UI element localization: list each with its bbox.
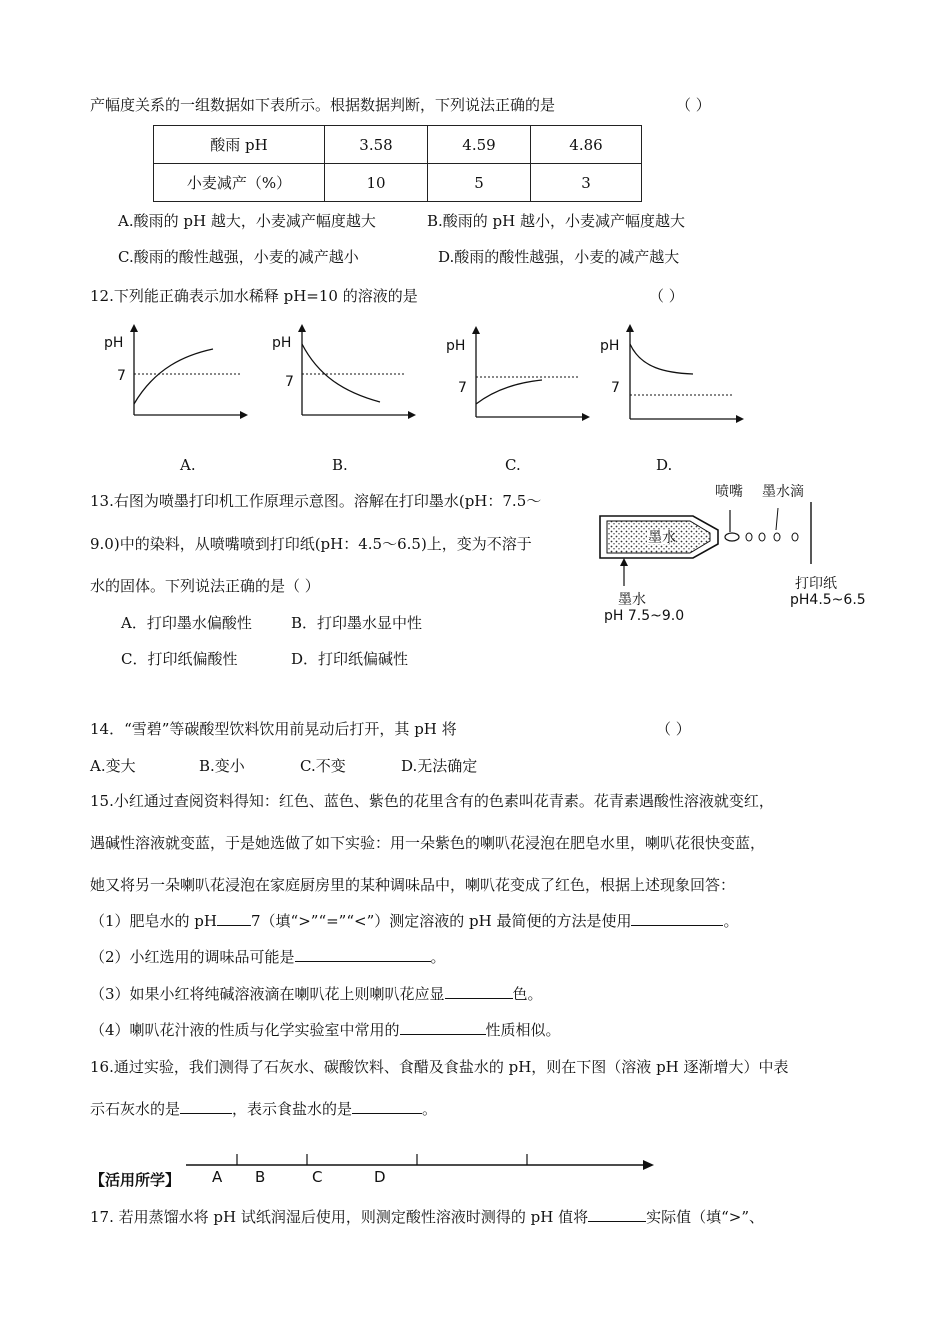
q11-option-a: A.酸雨的 pH 越大，小麦减产幅度越大 <box>118 212 376 230</box>
table-cell: 小麦减产（%） <box>154 164 325 202</box>
q15-sub1-text-c: 。 <box>723 912 739 930</box>
q15-sub1-text-b: 7（填“>”“=”“<”）测定溶液的 pH 最简便的方法是使用 <box>251 912 632 930</box>
q13-option-b: B．打印墨水显中性 <box>291 614 423 632</box>
graph-c <box>442 322 592 427</box>
q14-option-b: B.变小 <box>199 757 245 775</box>
q12-stem: 12.下列能正确表示加水稀释 pH=10 的溶液的是 <box>90 287 418 305</box>
q14-answer-paren: （ ） <box>656 720 691 738</box>
q17-text-b: 实际值（填“>”、 <box>646 1208 764 1226</box>
q13-option-d: D．打印纸偏碱性 <box>291 650 409 668</box>
answer-blank[interactable] <box>588 1207 646 1222</box>
q15-line3: 她又将另一朵喇叭花浸泡在家庭厨房里的某种调味品中，喇叭花变成了红色，根据上述现象回答： <box>90 876 736 894</box>
number-line-label-a: A <box>212 1168 223 1186</box>
q17-line1 <box>90 1206 764 1227</box>
q15-line2: 遇碱性溶液就变蓝，于是她选做了如下实验：用一朵紫色的喇叭花浸泡在肥皂水里，喇叭花很快变蓝， <box>90 834 766 852</box>
answer-blank[interactable] <box>445 984 513 999</box>
q16-line2-text-c: 。 <box>422 1100 438 1118</box>
graph-b <box>268 320 418 425</box>
graph-label-a: A. <box>180 456 196 474</box>
answer-blank[interactable] <box>295 947 431 962</box>
q13-option-c: C．打印纸偏酸性 <box>121 650 238 668</box>
table-cell: 酸雨 pH <box>154 126 325 164</box>
q16-line2-text-a: 示石灰水的是 <box>90 1100 181 1118</box>
q15-line1: 15.小红通过查阅资料得知：红色、蓝色、紫色的花里含有的色素叫花青素。花青素遇酸性溶液就变红， <box>90 792 774 810</box>
q11-option-d: D.酸雨的酸性越强，小麦的减产越大 <box>438 248 680 266</box>
table-cell: 4.59 <box>428 126 531 164</box>
graph-c-ph-label: pH <box>446 338 466 354</box>
q15-sub3-text-a: （3）如果小红将纯碱溶液滴在喇叭花上则喇叭花应显 <box>90 985 445 1003</box>
q11-option-b: B.酸雨的 pH 越小，小麦减产幅度越大 <box>427 212 686 230</box>
table-cell: 4.86 <box>531 126 642 164</box>
q16-line2 <box>90 1098 437 1119</box>
q17-text-a: 17. 若用蒸馏水将 pH 试纸润湿后使用，则测定酸性溶液时测得的 pH 值将 <box>90 1208 589 1226</box>
q15-sub4 <box>90 1019 561 1040</box>
graph-a-ph-label: pH <box>104 335 124 351</box>
drops-label: 墨水滴 <box>762 484 804 500</box>
answer-blank[interactable] <box>400 1020 486 1035</box>
graph-a-seven: 7 <box>117 368 126 384</box>
ink-ph-label: pH 7.5~9.0 <box>604 608 685 624</box>
table-cell: 3.58 <box>325 126 428 164</box>
graph-c-seven: 7 <box>458 380 467 396</box>
q15-sub3-text-b: 色。 <box>512 985 543 1003</box>
number-line-label-c: C <box>312 1168 323 1186</box>
q16-line1: 16.通过实验，我们测得了石灰水、碳酸饮料、食醋及食盐水的 pH，则在下图（溶液 pH 逐渐增大）中表 <box>90 1058 789 1076</box>
q14-option-d: D.无法确定 <box>401 757 478 775</box>
table-row <box>154 164 642 202</box>
q13-line2: 9.0)中的染料，从喷嘴喷到打印纸(pH：4.5～6.5)上，变为不溶于 <box>90 535 532 553</box>
q15-sub2-text-a: （2）小红选用的调味品可能是 <box>90 948 295 966</box>
ink-label: 墨水 <box>618 592 646 608</box>
q14-stem: 14．“雪碧”等碳酸型饮料饮用前晃动后打开，其 pH 将 <box>90 720 457 738</box>
graph-a <box>100 320 250 425</box>
graph-label-b: B. <box>332 456 348 474</box>
q11-intro: 产幅度关系的一组数据如下表所示。根据数据判断，下列说法正确的是 <box>90 96 556 114</box>
q13-line1: 13.右图为喷墨打印机工作原理示意图。溶解在打印墨水(pH：7.5～ <box>90 492 542 510</box>
graph-d <box>596 320 746 425</box>
number-line-label-b: B <box>255 1168 266 1186</box>
graph-b-seven: 7 <box>285 374 294 390</box>
q14-option-c: C.不变 <box>300 757 346 775</box>
q13-option-a: A．打印墨水偏酸性 <box>121 614 252 632</box>
nozzle-label: 喷嘴 <box>715 484 743 500</box>
table-cell: 5 <box>428 164 531 202</box>
paper-ph-label: pH4.5~6.5 <box>790 592 866 608</box>
inkjet-diagram <box>590 480 866 630</box>
answer-blank[interactable] <box>180 1099 232 1114</box>
graph-d-seven: 7 <box>611 380 620 396</box>
q15-sub1 <box>90 910 739 931</box>
graph-label-d: D. <box>656 456 673 474</box>
table-cell: 10 <box>325 164 428 202</box>
q15-sub4-text-a: （4）喇叭花汁液的性质与化学实验室中常用的 <box>90 1021 400 1039</box>
q11-answer-paren: （ ） <box>676 96 711 114</box>
q14-option-a: A.变大 <box>90 757 136 775</box>
answer-blank[interactable] <box>217 911 251 926</box>
q15-sub1-text-a: （1）肥皂水的 pH <box>90 912 217 930</box>
q15-sub2-text-b: 。 <box>430 948 446 966</box>
q11-option-c: C.酸雨的酸性越强，小麦的减产越小 <box>118 248 359 266</box>
q15-sub2 <box>90 946 446 967</box>
graph-label-c: C. <box>505 456 521 474</box>
table-cell: 3 <box>531 164 642 202</box>
q13-line3: 水的固体。下列说法正确的是（ ） <box>90 577 320 595</box>
q15-sub3 <box>90 983 543 1004</box>
acid-rain-table <box>153 125 642 202</box>
section-heading: 【活用所学】 <box>90 1171 181 1189</box>
q15-sub4-text-b: 性质相似。 <box>485 1021 561 1039</box>
table-row <box>154 126 642 164</box>
number-line-label-d: D <box>374 1168 386 1186</box>
q16-line2-text-b: ，表示食盐水的是 <box>232 1100 353 1118</box>
ph-number-line <box>180 1150 660 1190</box>
paper-label: 打印纸 <box>795 576 837 592</box>
graph-d-ph-label: pH <box>600 338 620 354</box>
q12-answer-paren: （ ） <box>649 287 684 305</box>
ink-inside-label: 墨水 <box>648 530 676 546</box>
graph-b-ph-label: pH <box>272 335 292 351</box>
answer-blank[interactable] <box>352 1099 422 1114</box>
answer-blank[interactable] <box>631 911 723 926</box>
